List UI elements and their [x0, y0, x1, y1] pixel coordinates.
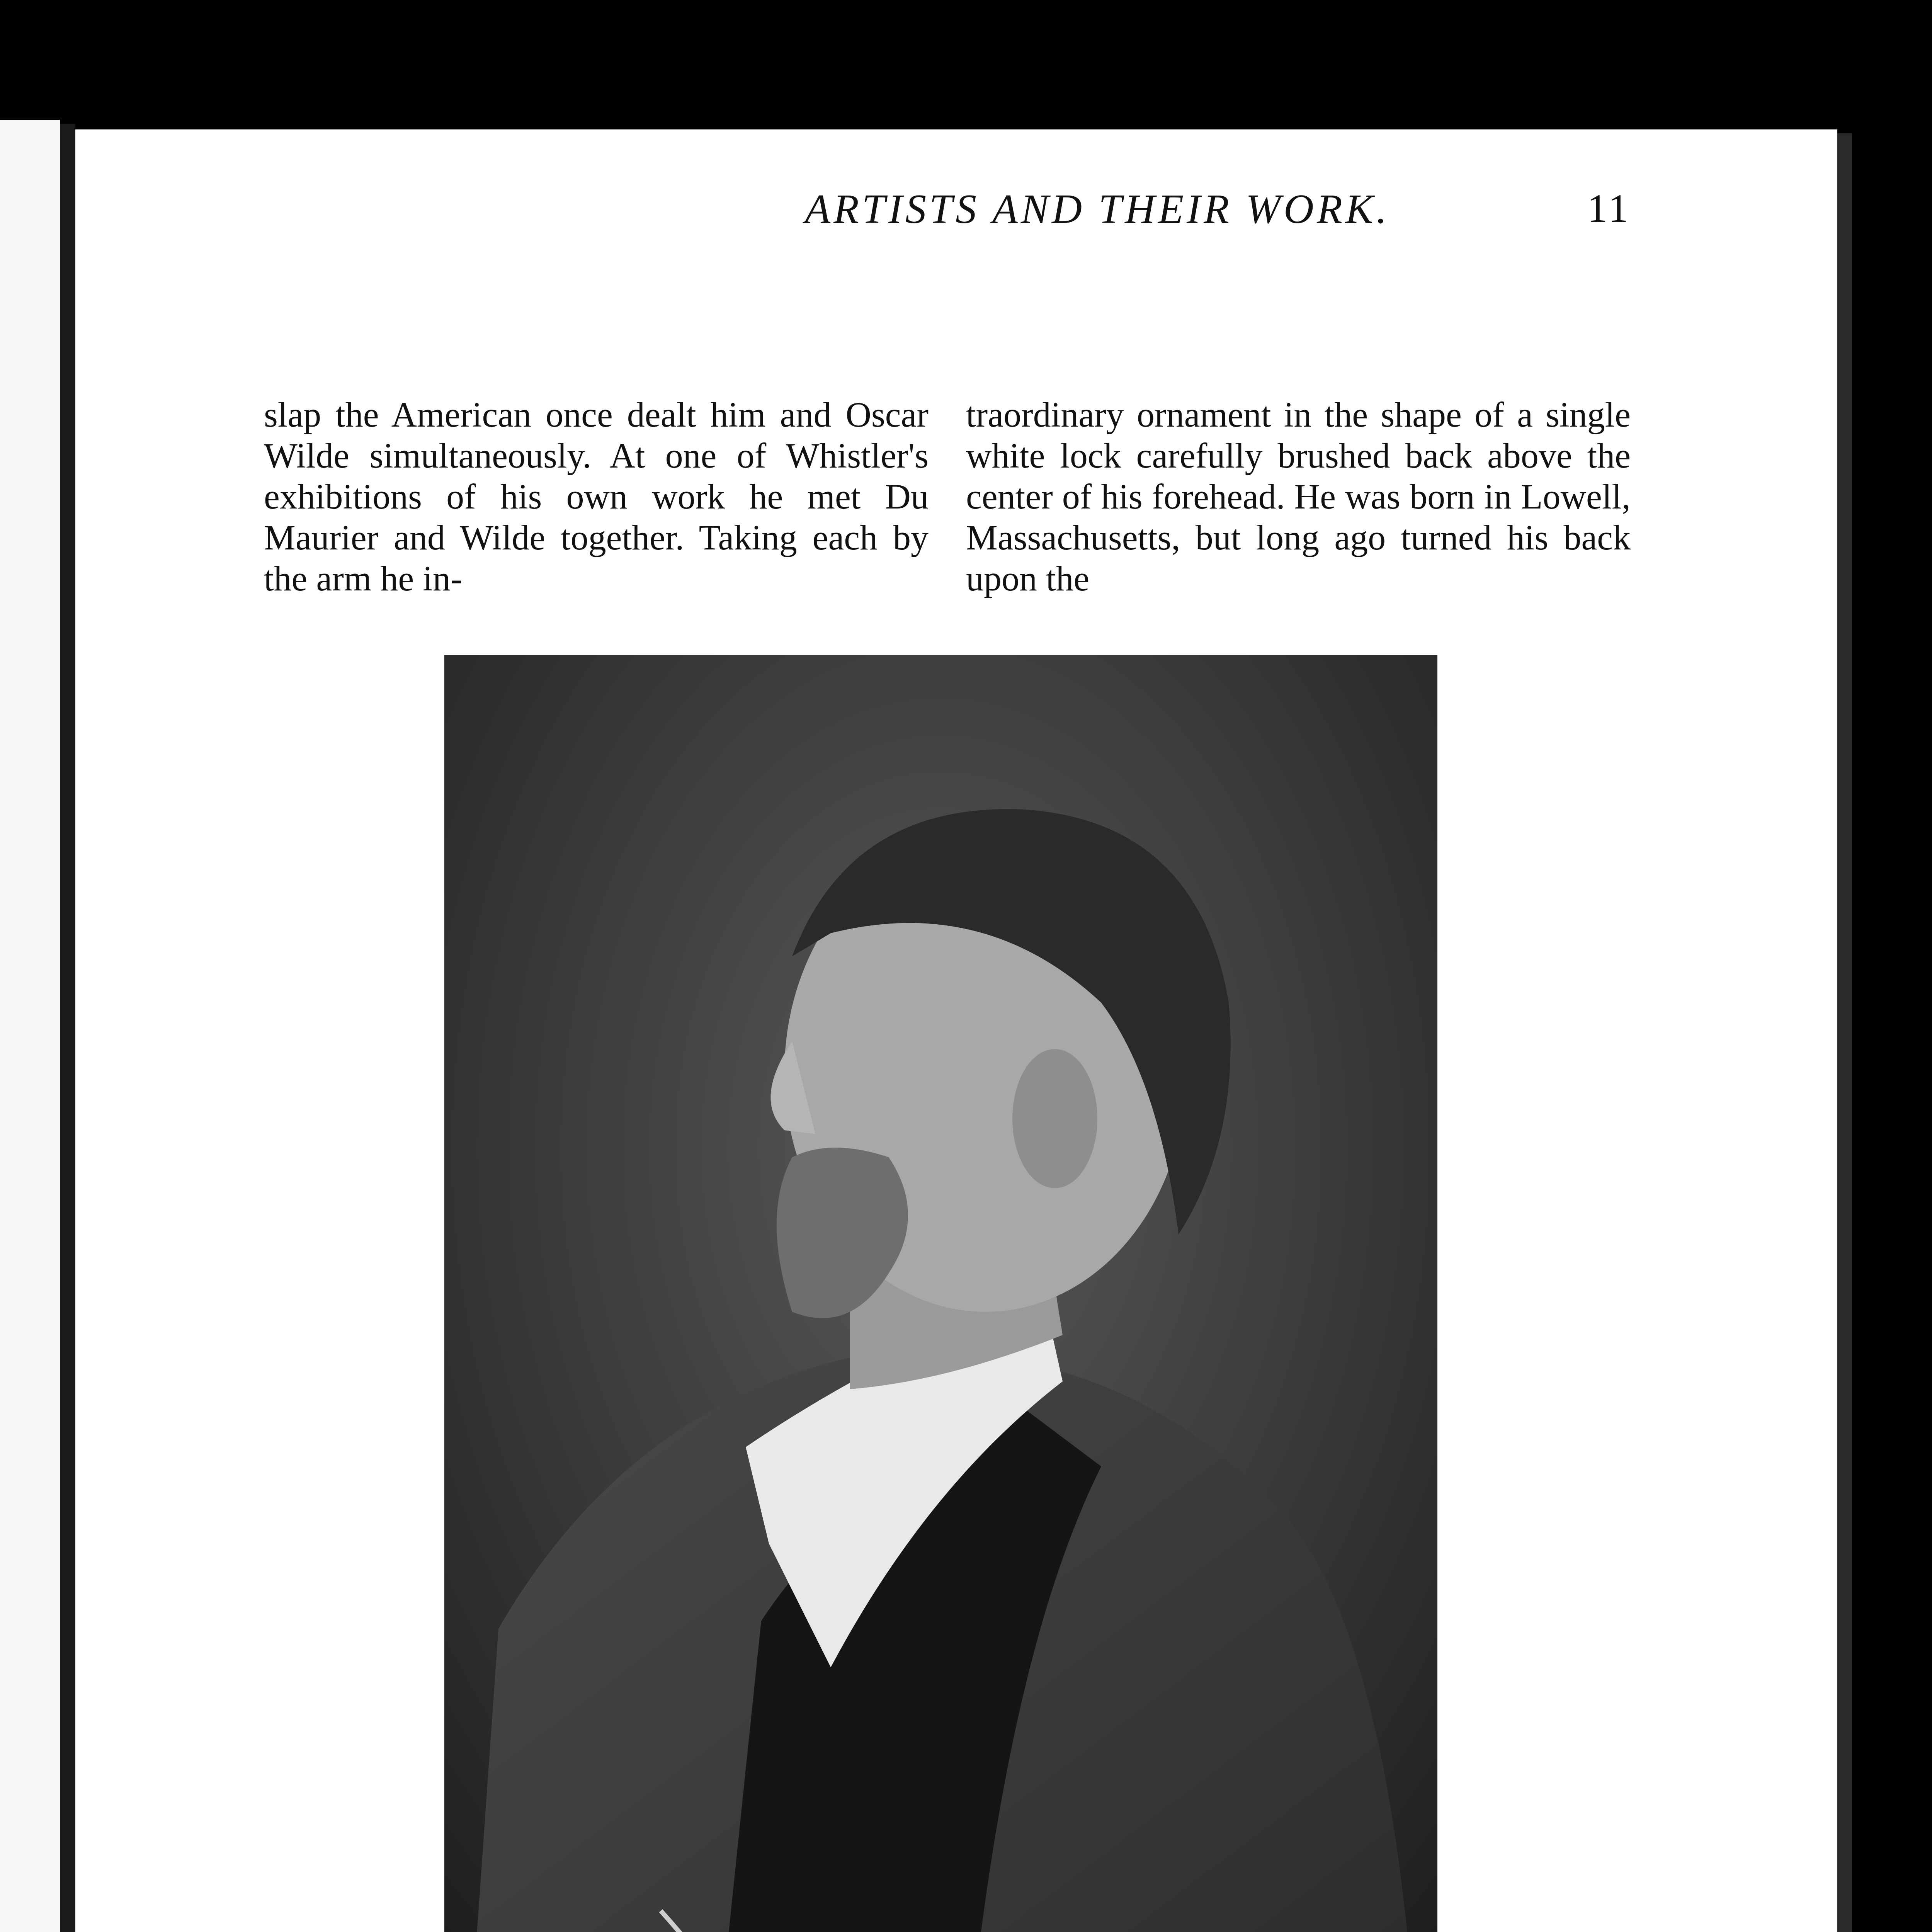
page-edge-shadow [1837, 133, 1852, 1932]
gutter-shadow [60, 124, 75, 1932]
paragraph: traordinary ornament in the shape of a single white lock carefully brushed back above the center of his forehead. He was born in Lowell, Massachusetts, but long ago turned his back upon the [966, 395, 1631, 598]
portrait-photo [444, 655, 1437, 1932]
top-right-column [966, 394, 1631, 599]
page-number: 11 [1587, 186, 1631, 231]
running-head: ARTISTS AND THEIR WORK. [804, 186, 1390, 232]
paragraph: slap the American once dealt him and Oscar Wilde simultaneously. At one of Whistler's exhibitions of his own work he met Du Maurier and Wilde together. Taking each by the arm he in- [264, 395, 929, 598]
facing-page-edge [0, 120, 60, 1932]
top-left-column [264, 394, 929, 599]
portrait-illustration [444, 655, 1437, 1932]
